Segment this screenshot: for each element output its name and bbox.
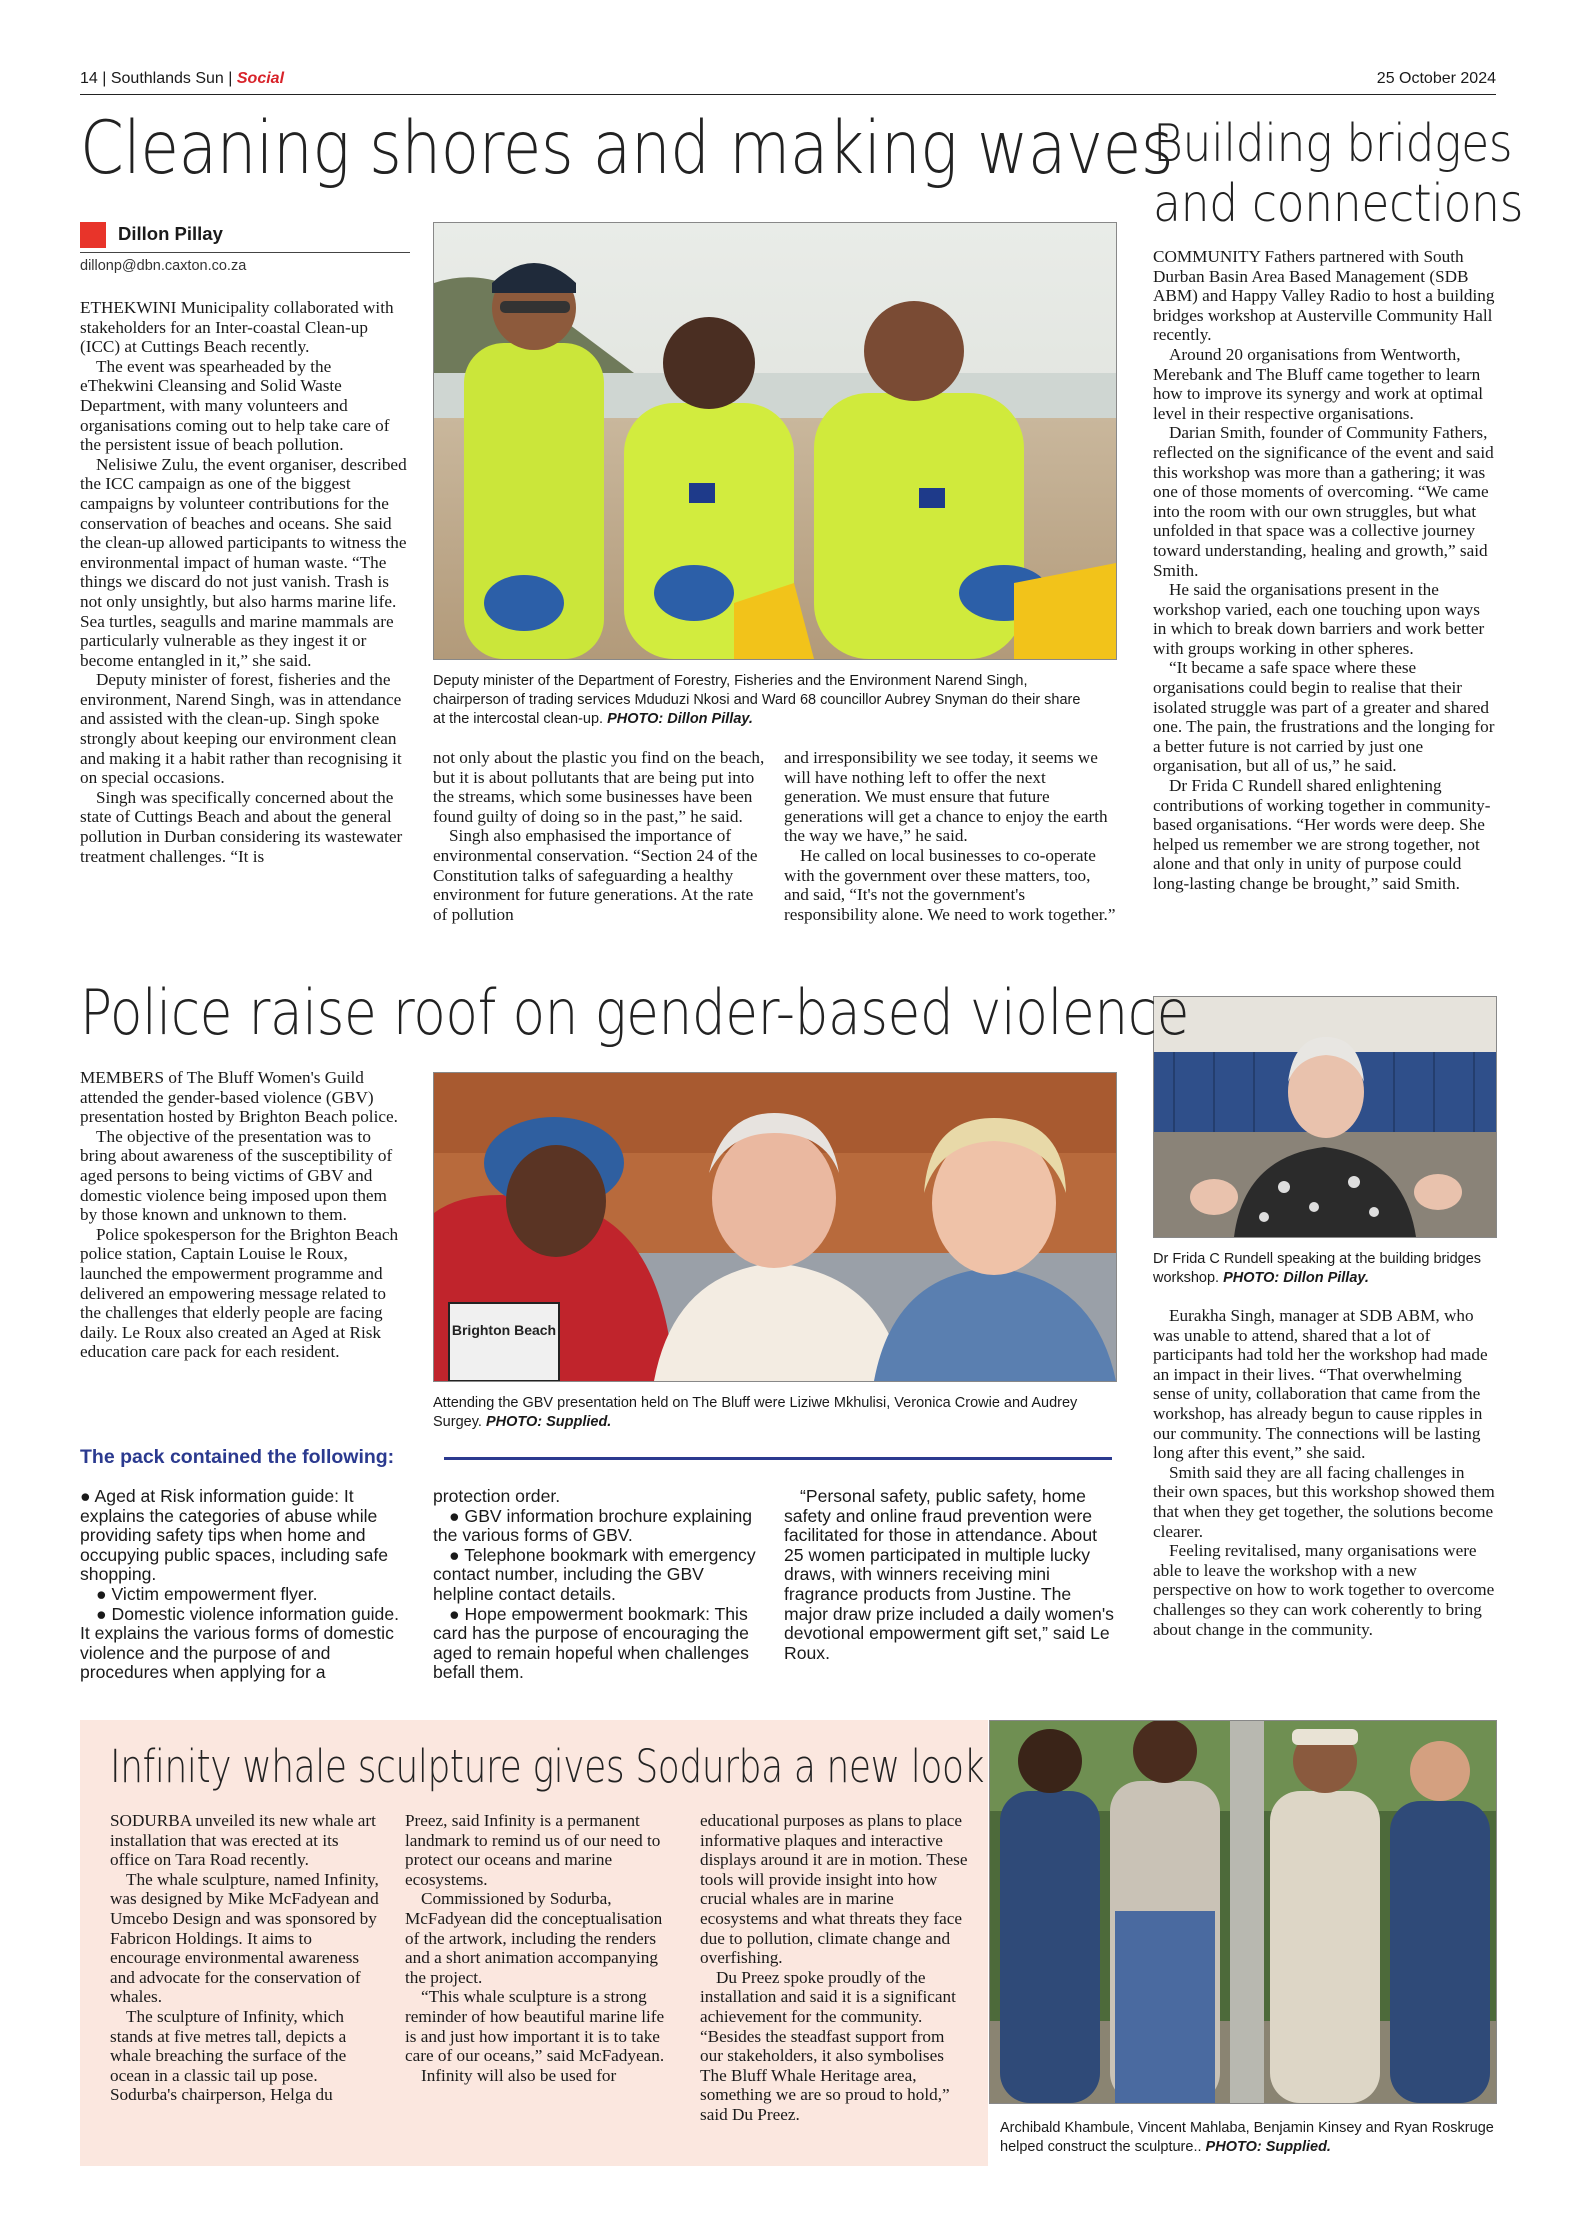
paragraph: Commissioned by Sodurba, McFadyean did the conceptualisation of the artwork, including the renders and a short animation accompanying the project. xyxy=(405,1889,663,1987)
pack-heading: The pack contained the following: xyxy=(80,1446,395,1468)
list-item: ● Domestic violence information guide. It explains the various forms of domestic violence and the purpose of and procedures when applying for a xyxy=(80,1603,400,1683)
story2-column-b xyxy=(1153,1306,1496,1639)
paragraph: educational purposes as plans to place informative plaques and interactive displays around it are in motion. These tools will provide insight into how crucial whales are in marine ecosystems and what threats they face due to pollution, climate change and overfishing. xyxy=(700,1811,968,1968)
paragraph: MEMBERS of The Bluff Women's Guild attended the gender-based violence (GBV) presentation hosted by Brighton Beach police. xyxy=(80,1068,398,1127)
page-folio: 14 | Southlands Sun | Social xyxy=(80,70,285,87)
pack-column-2 xyxy=(433,1487,763,1683)
story4-photo xyxy=(989,1720,1497,2104)
story1-column-3 xyxy=(784,748,1116,924)
paragraph: Nelisiwe Zulu, the event organiser, described the ICC campaign as one of the biggest campaigns by volunteer contributions for the conservation of beaches and oceans. She said the clean-up allowed participants to witness the environmental impact of human waste. “The things we discard do not just vanish. Trash is not only unsightly, but also harms marine life. Sea turtles, seagulls and marine mammals are particularly vulnerable as they ingest it or become entangled in it,” she said. xyxy=(80,454,407,670)
paragraph: Infinity will also be used for xyxy=(421,2065,617,2085)
photo-credit: PHOTO: Supplied. xyxy=(1205,2139,1331,2155)
pack-column-3 xyxy=(784,1487,1114,1663)
photo-credit: PHOTO: Dillon Pillay. xyxy=(1223,1270,1369,1286)
paragraph: The sculpture of Infinity, which stands at five metres tall, depicts a whale breaching the surface of the ocean in a classic tail up pose. Sodurba's chairperson, Helga du xyxy=(110,2006,347,2105)
paragraph: Around 20 organisations from Wentworth, Merebank and The Bluff came together to learn how to improve its synergy and work at optimal level in their respective organisations. xyxy=(1153,344,1484,423)
photo-credit: PHOTO: Dillon Pillay. xyxy=(607,711,753,727)
paragraph: He said the organisations present in the workshop varied, each one touching upon ways in which to break down barriers and work better with groups working in other spheres. xyxy=(1153,580,1485,658)
paragraph: Singh was specifically concerned about the state of Cuttings Beach and about the general pollution in Durban considering its wastewater treatment challenges. “It is xyxy=(80,787,403,866)
page-number: 14 xyxy=(80,70,98,87)
list-item: ● Victim empowerment flyer. xyxy=(96,1583,318,1604)
story4-headline: Infinity whale sculpture gives Sodurba a new look xyxy=(110,1740,985,1793)
paragraph: “Personal safety, public safety, home safety and online fraud prevention were facilitated for those in attendance. About 25 women participated in multiple lucky draws, with winners receiving mini fragrance products from Justine. The major draw prize included a daily women's devotional empowerment gift set,” said Le Roux. xyxy=(784,1486,1114,1663)
list-item: ● GBV information brochure explaining the various forms of GBV. xyxy=(433,1505,753,1546)
story1-photo xyxy=(433,222,1117,660)
paragraph: ETHEKWINI Municipality collaborated with stakeholders for an Inter-coastal Clean-up (ICC) at Cuttings Beach recently. xyxy=(80,298,394,357)
paragraph: “This whale sculpture is a strong reminder of how beautiful marine life is and just how important it is to take care of our oceans,” said McFadyean. xyxy=(405,1987,665,2066)
list-item: ● Aged at Risk information guide: It explains the categories of abuse while providing safety tips when home and occupying public spaces, including safe shopping. xyxy=(80,1486,389,1585)
paragraph: not only about the plastic you find on the beach, but it is about pollutants that are being put into the streams, which some businesses have been found guilty of doing so in the past,” he said. xyxy=(433,748,765,826)
story1-headline: Cleaning shores and making waves xyxy=(80,106,1174,191)
photo-credit: PHOTO: Supplied. xyxy=(485,1414,612,1430)
page-header xyxy=(80,70,1496,95)
paragraph: SODURBA unveiled its new whale art installation that was erected at its office on Tara Road recently. xyxy=(110,1811,376,1870)
story3-caption: Attending the GBV presentation held on The Bluff were Liziwe Mkhulisi, Veronica Crowie and Audrey Surgey. PHOTO: Supplied. xyxy=(433,1395,1078,1430)
byline-author: Dillon Pillay xyxy=(118,223,223,244)
paragraph: He called on local businesses to co-operate with the government over these matters, too, and said, “It's not the government's responsibility alone. We need to work together.” xyxy=(784,845,1116,924)
byline-email[interactable]: dillonp@dbn.caxton.co.za xyxy=(80,258,247,274)
paragraph: and irresponsibility we see today, it seems we will have nothing left to offer the next generation. We must ensure that future generations will get a chance to enjoy the earth the way we have,” he said. xyxy=(784,748,1108,846)
list-item: protection order. xyxy=(433,1486,561,1506)
paragraph: Darian Smith, founder of Community Fathers, reflected on the significance of the event and said this workshop was more than a gathering; it was one of those moments of overcoming. “We came into the room with our own struggles, but what unfolded in that space was a collective journey toward understanding, healing and growth,” said Smith. xyxy=(1153,423,1494,580)
section-tag: Social xyxy=(236,70,285,87)
paragraph: The objective of the presentation was to bring about awareness of the susceptibility of aged persons to being victims of GBV and domestic violence being imposed upon them by those known and unknown to them. xyxy=(80,1126,393,1225)
paragraph: Dr Frida C Rundell shared enlightening contributions of working together in community-based organisations. “Her words were deep. She helped us remember we are strong together, not alone and that only in unity of purpose could long-lasting change be brought,” said Smith. xyxy=(1153,776,1491,893)
poster-text: Brighton Beach xyxy=(451,1322,557,1338)
paragraph: Du Preez spoke proudly of the installation and said it is a significant achievement for the community. “Besides the steadfast support from our stakeholders, it also symbolises The Bluff Whale Heritage area, something we are so proud to hold,” said Du Preez. xyxy=(700,1967,956,2124)
story4-column-1 xyxy=(110,1811,380,2105)
paragraph: Police spokesperson for the Brighton Beach police station, Captain Louise le Roux, launched the empowerment programme and delivered an empowering message related to the challenges that elderly people are facing daily. Le Roux also created an Aged at Risk education care pack for each resident. xyxy=(80,1224,399,1362)
story1-caption: Deputy minister of the Department of Forestry, Fisheries and the Environment Narend Singh, chairperson of trading services Mduduzi Nkosi and Ward 68 councillor Aubrey Snyman do their share at the intercostal clean-up. PHOTO: Dillon Pillay. xyxy=(433,673,1081,727)
story4-column-3 xyxy=(700,1811,970,2125)
story3-column-1 xyxy=(80,1068,408,1362)
byline-rule xyxy=(80,252,410,253)
story4-caption: Archibald Khambule, Vincent Mahlaba, Benjamin Kinsey and Ryan Roskruge helped construct the sculpture.. PHOTO: Supplied. xyxy=(1000,2120,1494,2155)
story2-column xyxy=(1153,247,1496,894)
story3-photo xyxy=(433,1072,1117,1382)
byline-marker xyxy=(80,222,106,248)
paragraph: Deputy minister of forest, fisheries and the environment, Narend Singh, was in attendance and assisted with the clean-up. Singh spoke strongly about keeping our environment clean and making it a habit rather than recognising it on special occasions. xyxy=(80,670,402,788)
story2-caption: Dr Frida C Rundell speaking at the building bridges workshop. PHOTO: Dillon Pillay. xyxy=(1153,1251,1482,1286)
paragraph: Preez, said Infinity is a permanent landmark to remind us of our need to protect our oceans and marine ecosystems. xyxy=(405,1811,661,1889)
paragraph: Feeling revitalised, many organisations were able to leave the workshop with a new perspective on how to work together to overcome challenges so they can work coherently to bring about change in the community. xyxy=(1153,1541,1495,1639)
issue-date: 25 October 2024 xyxy=(1376,70,1496,87)
story4-column-2 xyxy=(405,1811,675,2085)
paragraph: The event was spearheaded by the eThekwini Cleansing and Solid Waste Department, with many volunteers and organisations coming out to help take care of the persistent issue of beach pollution. xyxy=(80,356,390,455)
story1-column-2 xyxy=(433,748,765,924)
paragraph: Smith said they are all facing challenges in their own spaces, but this workshop showed them that when they get together, the solutions become clearer. xyxy=(1153,1462,1495,1541)
list-item: ● Hope empowerment bookmark: This card has the purpose of encouraging the aged to remain hopeful when challenges befall them. xyxy=(433,1603,749,1683)
paragraph: Eurakha Singh, manager at SDB ABM, who was unable to attend, shared that a lot of participants had told her the workshop had made an impact in their lives. “That overwhelming sense of unity, collaboration that came from the workshop, has already begun to cause ripples in our community. The connections will be lasting long after this event,” she said. xyxy=(1153,1306,1488,1463)
paper-name: Southlands Sun xyxy=(110,70,224,87)
story3-headline: Police raise roof on gender-based violence xyxy=(80,976,1189,1049)
pack-rule xyxy=(444,1457,1112,1460)
story1-column-1 xyxy=(80,298,408,866)
pack-column-1 xyxy=(80,1487,410,1683)
paragraph: The whale sculpture, named Infinity, was designed by Mike McFadyean and Umcebo Design and was sponsored by Fabricon Holdings. It aims to encourage environmental awareness and advocate for the conservation of whales. xyxy=(110,1869,379,2007)
paragraph: COMMUNITY Fathers partnered with South Durban Basin Area Based Management (SDB ABM) and Happy Valley Radio to host a building bridges workshop at Austerville Community Hall recently. xyxy=(1153,247,1495,345)
list-item: ● Telephone bookmark with emergency contact number, including the GBV helpline contact details. xyxy=(433,1544,756,1604)
story2-headline: Building bridges and connections xyxy=(1153,114,1524,234)
paragraph: Singh also emphasised the importance of environmental conservation. “Section 24 of the Constitution talks of safeguarding a healthy environment for future generations. At the rate of pollution xyxy=(433,826,758,924)
paragraph: “It became a safe space where these organisations could begin to realise that their isolated struggle was part of a greater and shared one. The pain, the frustrations and the longing for a better future is not carried by just one organisation, but all of us,” he said. xyxy=(1153,658,1495,776)
